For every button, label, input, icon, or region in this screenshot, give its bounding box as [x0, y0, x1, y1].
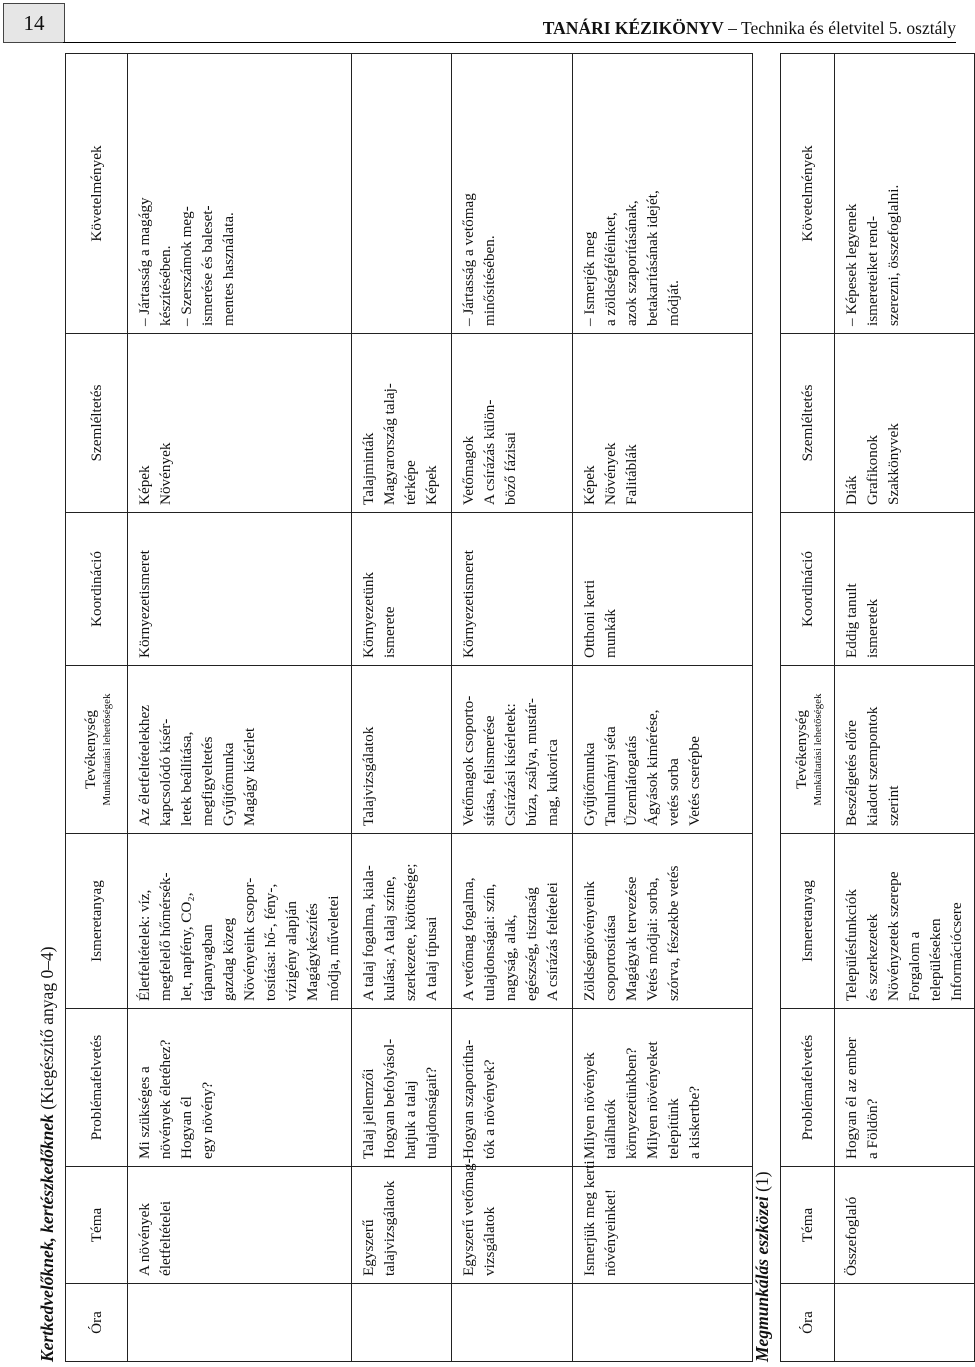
- cell-line: egészség, tisztaság: [523, 887, 540, 1001]
- cell-line: Növényzetek szerepe: [885, 871, 902, 1001]
- cell-tevekenyseg: [835, 666, 975, 834]
- cell-line: egy növény?: [199, 1081, 216, 1159]
- cell-ismeret: [835, 834, 975, 1009]
- cell-line: növények életéhez?: [157, 1039, 174, 1159]
- cell-kovetelmenyek: [452, 54, 573, 334]
- cell-tema: [452, 1158, 573, 1284]
- section-title-main: Megmunkálás eszközei: [752, 1196, 772, 1362]
- cell-szemleltetes: [573, 334, 753, 513]
- cell-line: vetés sorba: [665, 758, 682, 826]
- col-header-tevekenyseg-sub: Munkáltatási lehetőségek: [101, 693, 113, 806]
- cell-line: Zöldségnövényeink: [581, 881, 598, 1001]
- cell-line: Vetőmagok csoporto-: [460, 695, 477, 826]
- cell-line: Magágykészítés: [304, 903, 321, 1001]
- cell-line: Talajminták: [360, 432, 377, 505]
- cell-koordinacio: [352, 513, 452, 666]
- cell-line: Az életfeltételekhez: [136, 705, 153, 826]
- curriculum-table-1: [65, 53, 753, 1362]
- cell-line: Egyszerű vetőmag-: [460, 1158, 477, 1276]
- cell-tema: [835, 1167, 975, 1284]
- cell-tema: [573, 1160, 753, 1284]
- cell-line: mentes használata.: [220, 212, 237, 326]
- cell-line: a kiskertbe?: [686, 1086, 703, 1159]
- cell-line: – Képesek legyenek: [843, 203, 860, 326]
- cell-koordinacio: [128, 513, 352, 666]
- cell-line: A csírázás külön-: [481, 399, 498, 505]
- cell-ora: [573, 1284, 753, 1362]
- cell-line: megfigyeltetés: [199, 736, 216, 826]
- cell-line: talajvizsgálatok: [381, 1180, 398, 1276]
- cell-line: Szakkönyvek: [885, 423, 902, 505]
- cell-line: Forgalom a: [906, 931, 923, 1001]
- landscape-content: [0, 47, 965, 1367]
- cell-line: Ismerjük meg kerti: [581, 1160, 598, 1276]
- cell-line: A csírázás feltételei: [544, 882, 561, 1001]
- cell-line: azok szaporításának,: [623, 200, 640, 326]
- section-title-1: [37, 946, 58, 1362]
- cell-line: Vetés módjai: sorba,: [644, 877, 661, 1001]
- cell-line: Információcsere: [948, 902, 965, 1001]
- cell-ismeret: [352, 834, 452, 1009]
- cell-line: tulajdonságait?: [423, 1067, 440, 1159]
- cell-problema: [128, 1009, 352, 1167]
- cell-line: Képek: [581, 465, 598, 505]
- cell-kovetelmenyek: [835, 54, 975, 334]
- cell-line: Egyszerű: [360, 1219, 377, 1276]
- cell-line: letek beállítása,: [178, 731, 195, 826]
- cell-line: búza, zsálya, mustár-: [523, 698, 540, 826]
- table-row: [452, 54, 573, 1362]
- cell-line: Tanulmányi séta: [602, 726, 619, 826]
- cell-line: Képek: [136, 465, 153, 505]
- cell-line: Környezetismeret: [136, 550, 153, 658]
- cell-line: Magágyak tervezése: [623, 876, 640, 1001]
- cell-line: A talaj típusai: [423, 916, 440, 1001]
- cell-line: minősítésében.: [481, 235, 498, 326]
- cell-line: szerint: [885, 785, 902, 826]
- cell-line: Ágyások kimérése,: [644, 709, 661, 826]
- cell-ora: [452, 1284, 573, 1362]
- cell-ora: [128, 1284, 352, 1362]
- cell-line: – Ismerjék meg: [581, 231, 598, 326]
- cell-line: Vetés cserépbe: [686, 736, 703, 826]
- cell-problema: [573, 1009, 753, 1167]
- cell-koordinacio: [452, 513, 573, 666]
- cell-problema: [452, 1009, 573, 1167]
- cell-line: hatjuk a talaj: [402, 1080, 419, 1159]
- table-row: [835, 54, 975, 1362]
- cell-line: – Jártasság a vetőmag: [460, 193, 477, 326]
- cell-line: munkák: [602, 609, 619, 658]
- cell-line: vízigény alapján: [283, 901, 300, 1001]
- table-header-row: [66, 54, 128, 1362]
- cell-line: böző fázisai: [502, 432, 519, 505]
- header-divider: [63, 42, 956, 43]
- col-header-tema: Téma: [781, 1167, 835, 1284]
- cell-line: Összefoglaló: [843, 1196, 860, 1276]
- book-title: TANÁRI KÉZIKÖNYV: [542, 18, 724, 38]
- cell-line: A vetőmag fogalma,: [460, 877, 477, 1001]
- cell-line: módját.: [665, 280, 682, 326]
- cell-line: Hogyan él: [178, 1096, 195, 1159]
- cell-ismeret: [573, 834, 753, 1009]
- col-header-tevekenyseg: [781, 666, 835, 834]
- table-row: [573, 54, 753, 1362]
- cell-line: Milyen növények: [581, 1052, 598, 1159]
- cell-szemleltetes: [452, 334, 573, 513]
- cell-line: kapcsolódó kísér-: [157, 718, 174, 826]
- cell-line: Csírázási kísérletek:: [502, 703, 519, 826]
- cell-line: sítása, felismerése: [481, 715, 498, 826]
- col-header-tevekenyseg-sub: Munkáltatási lehetőségek: [812, 693, 824, 806]
- cell-kovetelmenyek: [573, 54, 753, 334]
- cell-line: Magyarország talaj-: [381, 383, 398, 505]
- cell-line: ismerete: [381, 606, 398, 658]
- cell-tevekenyseg: [128, 666, 352, 834]
- col-header-kovetelmenyek: Követelmények: [781, 54, 835, 334]
- cell-line: településeken: [927, 918, 944, 1001]
- cell-line: növényeinket!: [602, 1189, 619, 1276]
- section-title-sub: (Kiegészítő anyag 0–4): [37, 946, 57, 1115]
- cell-tevekenyseg: [452, 666, 573, 834]
- cell-line: találhatók: [602, 1099, 619, 1159]
- cell-line: Hogyan szaporítha-: [460, 1039, 477, 1159]
- table-body: [835, 54, 975, 1362]
- col-header-szemleltetes: Szemléltetés: [781, 334, 835, 513]
- table-body: [128, 54, 753, 1362]
- col-header-szemleltetes: Szemléltetés: [66, 334, 128, 513]
- cell-line: Eddig tanult: [843, 583, 860, 658]
- cell-line: Hogyan befolyásol-: [381, 1038, 398, 1159]
- cell-line: Mi szükséges a: [136, 1066, 153, 1159]
- cell-line: szerkezete, kötöttsége;: [402, 863, 419, 1001]
- cell-line: ismereteiket rend-: [864, 215, 881, 326]
- cell-line: Grafikonok: [864, 434, 881, 505]
- col-header-ora: Óra: [66, 1284, 128, 1362]
- cell-line: Gyűjtőmunka: [581, 742, 598, 826]
- col-header-ismeret: Ismeretanyag: [781, 834, 835, 1009]
- cell-line: módja, műveletei: [325, 895, 342, 1001]
- cell-line: tók a növények?: [481, 1059, 498, 1159]
- cell-line: Képek: [423, 465, 440, 505]
- cell-line: térképe: [402, 460, 419, 505]
- cell-line: Diák: [843, 475, 860, 505]
- cell-line: Településfunkciók: [843, 889, 860, 1001]
- cell-line: és szerkezetek: [864, 913, 881, 1001]
- cell-ora: [835, 1284, 975, 1362]
- col-header-tevekenyseg: [66, 666, 128, 834]
- cell-koordinacio: [835, 513, 975, 666]
- cell-line: mag, kukorica: [544, 739, 561, 826]
- cell-line: Növények: [602, 442, 619, 505]
- cell-line: let, napfény, CO₂,: [178, 892, 195, 1001]
- cell-line: a zöldségféléinket,: [602, 212, 619, 326]
- col-header-koordinacio: Koordináció: [781, 513, 835, 666]
- book-subtitle: – Technika és életvitel 5. osztály: [723, 18, 956, 38]
- col-header-kovetelmenyek: Követelmények: [66, 54, 128, 334]
- col-header-ismeret: Ismeretanyag: [66, 834, 128, 1009]
- cell-szemleltetes: [835, 334, 975, 513]
- cell-tevekenyseg: [352, 666, 452, 834]
- cell-line: csoportosítása: [602, 914, 619, 1001]
- cell-line: Növények: [157, 442, 174, 505]
- cell-ismeret: [128, 834, 352, 1009]
- cell-line: Talaj jellemzői: [360, 1068, 377, 1159]
- cell-line: Talajvizsgálatok: [360, 726, 377, 826]
- col-header-tevekenyseg-main: Tevékenység: [793, 709, 810, 790]
- cell-ismeret: [452, 834, 573, 1009]
- cell-line: életfeltételei: [157, 1200, 174, 1276]
- cell-line: – Jártasság a magágy: [136, 197, 153, 326]
- cell-line: A talaj fogalma, kiala-: [360, 865, 377, 1001]
- cell-line: Milyen növényeket: [644, 1041, 661, 1159]
- cell-line: megfelelő hőmérsék-: [157, 872, 174, 1001]
- cell-line: ismeretek: [864, 598, 881, 658]
- col-header-problema: Problémafelvetés: [66, 1009, 128, 1167]
- section-title-sub: (1): [752, 1171, 772, 1197]
- cell-line: betakarításának idejét,: [644, 190, 661, 326]
- cell-line: Otthoni kerti: [581, 579, 598, 658]
- cell-line: tosítása: hő-, fény-,: [262, 883, 279, 1001]
- cell-line: Üzemlátogatás: [623, 735, 640, 826]
- cell-tema: [352, 1167, 452, 1284]
- table-row: [352, 54, 452, 1362]
- cell-line: vizsgálatok: [481, 1206, 498, 1276]
- cell-line: Magágy kísérlet: [241, 727, 258, 826]
- cell-szemleltetes: [352, 334, 452, 513]
- cell-line: tápanyagban: [199, 924, 216, 1001]
- cell-line: környezetünkben?: [623, 1047, 640, 1159]
- cell-line: gazdag közeg: [220, 917, 237, 1001]
- curriculum-table-2: [780, 53, 975, 1362]
- cell-problema: [352, 1009, 452, 1167]
- cell-line: Falitáblák: [623, 444, 640, 505]
- cell-line: kiadott szempontok: [864, 706, 881, 826]
- cell-line: Hogyan él az ember: [843, 1037, 860, 1159]
- cell-line: ismerése és baleset-: [199, 205, 216, 326]
- cell-koordinacio: [573, 513, 753, 666]
- cell-tevekenyseg: [573, 666, 753, 834]
- cell-line: – Szerszámok meg-: [178, 206, 195, 326]
- col-header-tema: Téma: [66, 1167, 128, 1284]
- cell-szemleltetes: [128, 334, 352, 513]
- cell-line: tulajdonságai: szín,: [481, 883, 498, 1001]
- cell-line: Gyűjtőmunka: [220, 742, 237, 826]
- cell-kovetelmenyek: [352, 54, 452, 334]
- cell-line: A növények: [136, 1203, 153, 1276]
- col-header-problema: Problémafelvetés: [781, 1009, 835, 1167]
- cell-line: telepítünk: [665, 1098, 682, 1159]
- cell-ora: [352, 1284, 452, 1362]
- page-number: 14: [3, 3, 65, 43]
- col-header-tevekenyseg-main: Tevékenység: [82, 709, 99, 790]
- cell-line: készítésében.: [157, 245, 174, 326]
- cell-line: Növényeink csopor-: [241, 877, 258, 1001]
- cell-line: Életfeltételek: víz,: [136, 889, 153, 1001]
- cell-line: a Földön?: [864, 1098, 881, 1159]
- table-header-row: [781, 54, 835, 1362]
- section-title-main: Kertkedvelőknek, kertészkedőknek: [37, 1114, 57, 1362]
- cell-tema: [128, 1167, 352, 1284]
- col-header-koordinacio: Koordináció: [66, 513, 128, 666]
- cell-line: nagyság, alak,: [502, 914, 519, 1001]
- col-header-ora: Óra: [781, 1284, 835, 1362]
- cell-line: szórva, fészekbe vetés: [665, 865, 682, 1001]
- cell-line: Környezetünk: [360, 571, 377, 658]
- cell-line: Beszélgetés előre: [843, 720, 860, 826]
- table-row: [128, 54, 352, 1362]
- cell-line: Vetőmagok: [460, 435, 477, 505]
- cell-line: szerezni, összefoglalni.: [885, 184, 902, 326]
- cell-line: kulása; A talaj színe,: [381, 876, 398, 1001]
- running-header: [543, 18, 956, 39]
- cell-kovetelmenyek: [128, 54, 352, 334]
- section-title-2: [752, 1171, 773, 1362]
- cell-line: Környezetismeret: [460, 550, 477, 658]
- cell-problema: [835, 1009, 975, 1167]
